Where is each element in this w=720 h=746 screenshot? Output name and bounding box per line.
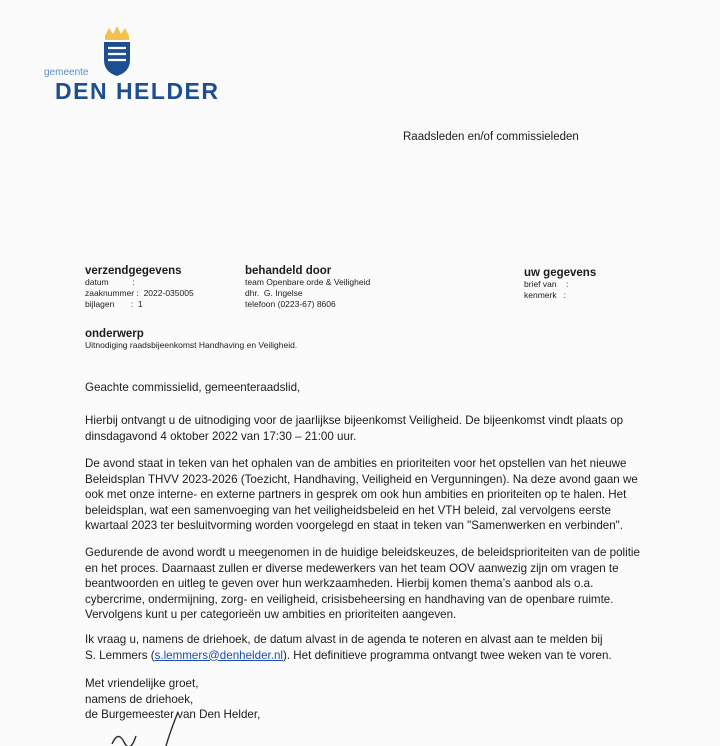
behandeld-door-block	[245, 265, 370, 310]
salutation: Geachte commissielid, gemeenteraadslid,	[85, 381, 301, 394]
uw-brief-van: brief van :	[524, 279, 569, 289]
verzend-datum: datum :	[85, 277, 135, 287]
paragraph-line: Gedurende de avond wordt u meegenomen in de huidige beleidskeuzes, de beleidsprioriteiten van de politie	[85, 546, 640, 559]
paragraph-line: en het proces. Daarnaast zullen er diverse medewerkers van het team OOV aanwezig zijn om vragen te	[85, 561, 619, 575]
behandeld-team: team Openbare orde & Veiligheid	[245, 277, 371, 287]
contact-prefix: S. Lemmers (	[85, 648, 155, 662]
contact-line-1: Ik vraag u, namens de driehoek, de datum alvast in de agenda te noteren en alvast aan te melden bij	[85, 633, 603, 646]
paragraph-3	[85, 545, 685, 623]
onderwerp-heading: onderwerp	[85, 328, 144, 340]
paragraph-1	[85, 413, 685, 444]
verzend-zaaknummer: zaaknummer : 2022-035005	[85, 288, 194, 298]
paragraph-line: beantwoorden en uitleg te geven over hun werkzaamheden. Hierbij komen thema’s aanbod als o.a.	[85, 577, 594, 591]
onderwerp-block	[85, 328, 297, 351]
verzendgegevens-block	[85, 265, 194, 310]
behandeld-door-heading: behandeld door	[245, 265, 332, 277]
paragraph-line: Vervolgens kunt u per categorieën uw ambities en prioriteiten aangeven.	[85, 608, 457, 622]
paragraph-line: dinsdagavond 4 oktober 2022 van 17:30 – 21:00 uur.	[85, 429, 357, 443]
paragraph-2	[85, 456, 685, 534]
logo-den-helder-text: DEN HELDER	[55, 78, 220, 104]
closing-line: namens de driehoek,	[85, 692, 194, 706]
paragraph-line: kwartaal 2023 ter besluitvorming worden voorgelegd en staat in teken van "Samenwerken en verbinden".	[85, 519, 623, 533]
paragraph-line: De avond staat in teken van het ophalen van de ambities en prioriteiten voor het opstellen van het nieuwe	[85, 457, 627, 470]
paragraph-line: ook met onze interne- en externe partners in gesprek om ook hun ambities en prioriteiten op te halen. Het	[85, 488, 627, 502]
verzendgegevens-heading: verzendgegevens	[85, 265, 182, 277]
closing-line: de Burgemeester van Den Helder,	[85, 708, 261, 722]
behandeld-telefoon: telefoon (0223-67) 8606	[245, 299, 336, 309]
signature	[104, 706, 194, 746]
contact-suffix: ). Het definitieve programma ontvangt twee weken van te voren.	[283, 648, 612, 662]
logo-gemeente-text: gemeente	[44, 67, 89, 78]
verzend-bijlagen: bijlagen : 1	[85, 299, 143, 309]
addressee: Raadsleden en/of commissieleden	[403, 131, 579, 143]
paragraph-line: cybercrime, ondermijning, zorg- en veiligheid, crisisbeheersing en handhaving van de openbare ruimte.	[85, 592, 614, 606]
onderwerp-text: Uitnodiging raadsbijeenkomst Handhaving en Veiligheid.	[85, 340, 298, 350]
behandeld-contact: dhr. G. Ingelse	[245, 288, 303, 298]
closing-line: Met vriendelijke groet,	[85, 677, 199, 690]
paragraph-line: Hierbij ontvangt u de uitnodiging voor de jaarlijkse bijeenkomst Veiligheid. De bijeenkomst vindt plaats op	[85, 414, 624, 427]
contact-line-2	[85, 648, 685, 664]
paragraph-line: beleidsplan, wat een samenvoeging van het veiligheidsbeleid en het VTH beleid, zal vervolgens eerste	[85, 503, 611, 517]
uw-gegevens-heading: uw gegevens	[524, 267, 597, 279]
paragraph-contact	[85, 632, 685, 663]
email-link[interactable]: s.lemmers@denhelder.nl	[154, 648, 283, 662]
paragraph-line: Beleidsplan THVV 2023-2026 (Toezicht, Handhaving, Veiligheid en Vergunningen). Na deze avond gaan we	[85, 472, 638, 486]
uw-kenmerk: kenmerk :	[524, 290, 567, 300]
municipality-crest-logo	[100, 26, 134, 76]
uw-gegevens-block	[524, 267, 596, 301]
